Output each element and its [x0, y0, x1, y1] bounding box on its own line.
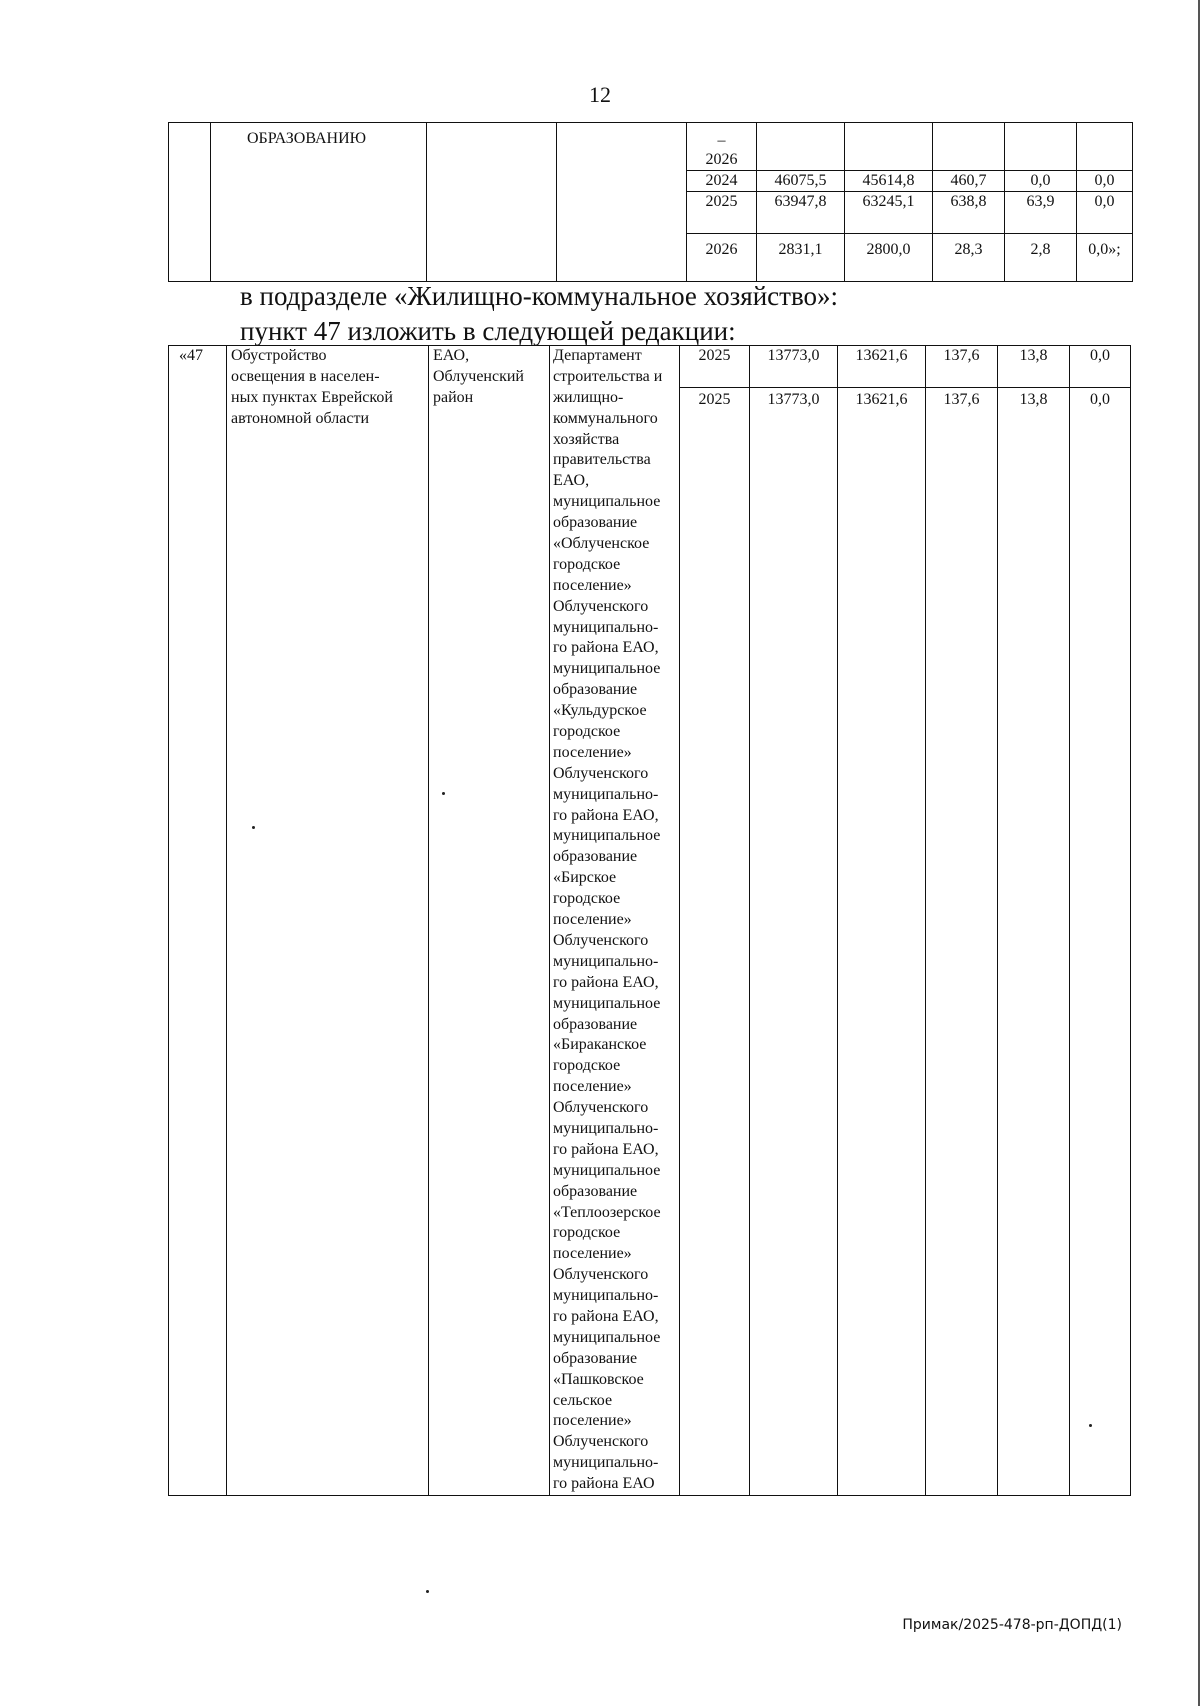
value-cell: 63245,1 [845, 191, 933, 233]
text-line: поселение» [553, 1412, 632, 1430]
value-cell [933, 123, 1005, 171]
text-line: образование [553, 1015, 638, 1033]
text-line: муниципальное [553, 994, 661, 1012]
text-line: муниципально- [553, 618, 659, 636]
value-cell: 638,8 [933, 191, 1005, 233]
value-cell: 2,8 [1005, 233, 1077, 281]
text-line: Облученского [553, 1266, 649, 1284]
page-number: 12 [589, 82, 611, 107]
value-cell: 0,0 [1070, 346, 1131, 388]
text-line: ЕАО, [553, 472, 590, 490]
text-line: го района ЕАО, [553, 1140, 659, 1158]
text-line: Департамент [553, 347, 642, 364]
value-cell: 0,0 [1070, 388, 1131, 1496]
text-line: правительства [553, 451, 651, 469]
text-line: муниципально- [553, 1454, 659, 1472]
text-line: го района ЕАО [553, 1475, 655, 1493]
text-line: муниципально- [553, 1119, 659, 1137]
text-line: Обустройство [231, 347, 327, 364]
text-line: муниципальное [553, 493, 661, 511]
text-line: муниципальное [553, 660, 661, 678]
text-line: образование [553, 681, 638, 699]
text-line: район [433, 388, 474, 406]
value-cell: 63947,8 [757, 191, 845, 233]
value-cell: 0,0 [1077, 191, 1133, 233]
text-line: «Бирское [553, 869, 617, 887]
value-cell [1077, 123, 1133, 171]
value-cell: 137,6 [926, 346, 998, 388]
value-cell: 13621,6 [838, 388, 926, 1496]
value-cell: 2800,0 [845, 233, 933, 281]
text-line: муниципально- [553, 952, 659, 970]
value-cell: 0,0 [1077, 171, 1133, 192]
value-cell: 2831,1 [757, 233, 845, 281]
value-cell: 460,7 [933, 171, 1005, 192]
text-line: го района ЕАО, [553, 973, 659, 991]
text-line: поселение» [553, 1078, 632, 1096]
item-instruction: пункт 47 изложить в следующей редакции: [240, 316, 736, 346]
value-cell: 13773,0 [750, 346, 838, 388]
year-cell: 2025 [687, 191, 757, 233]
text-line: «Кульдурское [553, 702, 647, 720]
year-cell: 2026 [687, 233, 757, 281]
value-cell: 46075,5 [757, 171, 845, 192]
text-line: муниципальное [553, 827, 661, 845]
value-cell: 137,6 [926, 388, 998, 1496]
name-cell [211, 123, 427, 282]
value-cell: 45614,8 [845, 171, 933, 192]
text-line: коммунального [553, 409, 658, 427]
executor-cell [557, 123, 687, 282]
text-line: «Бираканское [553, 1036, 647, 1054]
text-line: муниципальное [553, 1161, 661, 1179]
document-reference-footer: Примак/2025-478-рп-ДОПД(1) [902, 1617, 1122, 1633]
text-line: го района ЕАО, [553, 1307, 659, 1325]
executor-cell [550, 346, 680, 1496]
text-line: хозяйства [553, 430, 620, 448]
year-cell: 2025 [680, 388, 750, 1496]
text-line: жилищно- [553, 388, 624, 406]
text-line: муниципально- [553, 785, 659, 803]
text-line: образование [553, 848, 638, 866]
text-line: поселение» [553, 576, 632, 594]
text-line: образование [553, 1182, 638, 1200]
continuation-table [168, 122, 1133, 282]
value-cell [757, 123, 845, 171]
text-line: Облученского [553, 764, 649, 782]
text-line: образование [553, 514, 638, 532]
text-line: строительства и [553, 367, 663, 385]
text-line: муниципально- [553, 1287, 659, 1305]
item-number-cell: «47 [169, 346, 227, 1496]
text-line: автономной области [231, 409, 370, 427]
text-line: го района ЕАО, [553, 806, 659, 824]
scan-speck [442, 792, 445, 795]
text-line: образование [553, 1349, 638, 1367]
value-cell [1005, 123, 1077, 171]
scan-speck [1089, 1424, 1092, 1427]
scan-speck [252, 826, 255, 829]
item-name-cell [227, 346, 429, 1496]
year-cell [687, 123, 757, 171]
value-cell: 0,0 [1005, 171, 1077, 192]
value-cell: 0,0»; [1077, 233, 1133, 281]
name-cell-text: ОБРАЗОВАНИЮ [247, 130, 367, 147]
text-line: муниципальное [553, 1328, 661, 1346]
text-line: городское [553, 890, 621, 908]
executor-text [553, 346, 675, 1495]
text-line: городское [553, 555, 621, 573]
text-line: Облученского [553, 1433, 649, 1451]
value-cell: 13,8 [998, 388, 1070, 1496]
year-text: 2026 [705, 151, 738, 169]
text-line: ных пунктах Еврейской [231, 388, 393, 406]
value-cell: 63,9 [1005, 191, 1077, 233]
text-line: освещения в населен- [231, 367, 380, 385]
row-number-cell [169, 123, 211, 282]
item-47-table [168, 345, 1131, 1496]
text-line: ЕАО, [433, 347, 470, 364]
text-line: городское [553, 1057, 621, 1075]
text-line: «Пашковское [553, 1370, 644, 1388]
value-cell [845, 123, 933, 171]
text-line: поселение» [553, 743, 632, 761]
text-line: поселение» [553, 1245, 632, 1263]
text-line: Облученского [553, 931, 649, 949]
item-name-text [231, 346, 424, 430]
value-cell: 13773,0 [750, 388, 838, 1496]
section-heading: в подразделе «Жилищно-коммунальное хозяйство»: [240, 281, 839, 311]
year-dash: – [717, 131, 726, 149]
year-cell: 2024 [687, 171, 757, 192]
location-cell [427, 123, 557, 282]
text-line: поселение» [553, 911, 632, 929]
text-line: «Теплоозерское [553, 1203, 661, 1221]
location-cell [429, 346, 550, 1496]
text-line: Облученского [553, 1099, 649, 1117]
text-line: го района ЕАО, [553, 639, 659, 657]
text-line: городское [553, 723, 621, 741]
location-text [433, 346, 545, 409]
value-cell: 13,8 [998, 346, 1070, 388]
text-line: «Облученское [553, 535, 650, 553]
value-cell: 28,3 [933, 233, 1005, 281]
scan-speck [426, 1590, 429, 1593]
year-cell: 2025 [680, 346, 750, 388]
text-line: Облученского [553, 597, 649, 615]
text-line: Облученский [433, 367, 524, 385]
text-line: городское [553, 1224, 621, 1242]
text-line: сельское [553, 1391, 613, 1409]
value-cell: 13621,6 [838, 346, 926, 388]
